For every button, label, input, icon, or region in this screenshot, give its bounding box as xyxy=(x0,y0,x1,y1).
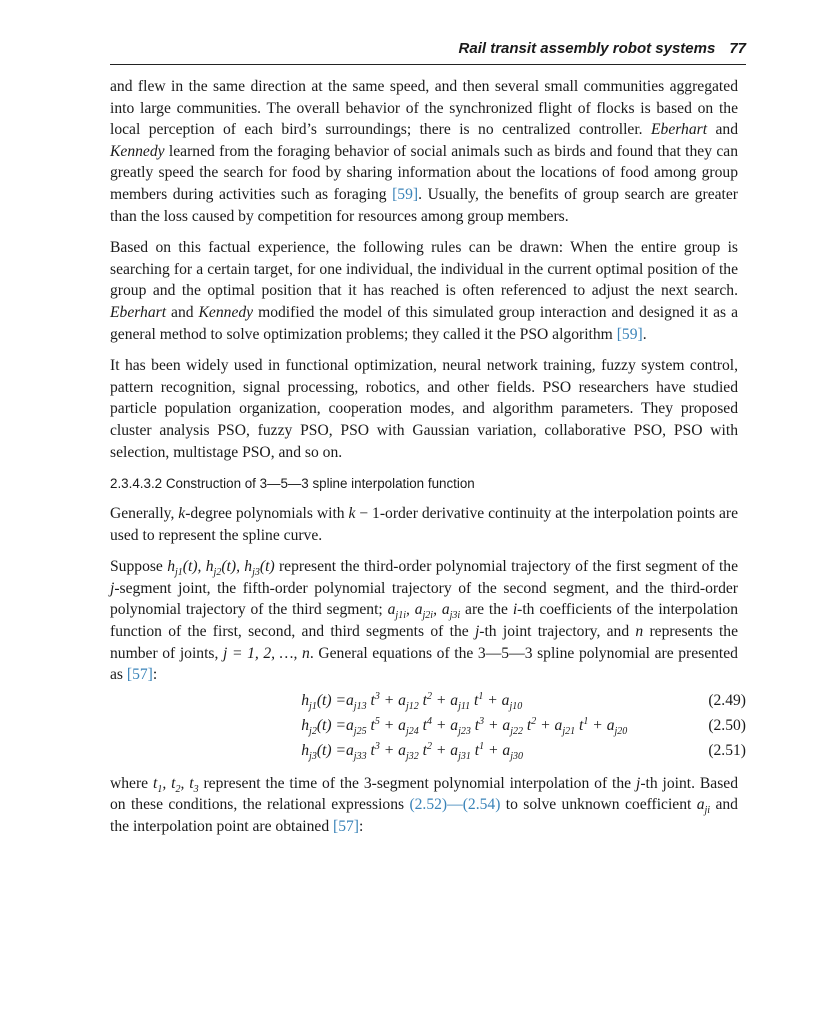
author-name: Kennedy xyxy=(198,303,254,321)
math-symbol: k xyxy=(348,505,356,523)
citation-link[interactable]: [59] xyxy=(616,325,643,343)
page-body xyxy=(110,76,746,838)
paragraph-5 xyxy=(110,556,738,686)
equation-lhs: $h_{j2}(t)$ = xyxy=(301,716,346,737)
paragraph-4 xyxy=(110,503,738,546)
text-run: -degree polynomials with xyxy=(185,505,349,523)
text-run: : xyxy=(152,666,158,684)
equation-number: (2.51) xyxy=(708,741,746,759)
time-symbols: $t_1$, $t_2$, $t_3$ xyxy=(152,774,199,795)
text-run: learned from the foraging behavior of social animals such as birds and found that they can greatly speed the search for food by sharing information about the locations of food among group members during activities such as foraging xyxy=(110,142,738,203)
citation-link[interactable]: [59] xyxy=(392,185,419,203)
text-run: -th coefficients of the interpolation function of the first, second, and third segments of the xyxy=(110,601,739,641)
math-symbol: i xyxy=(512,601,518,619)
equation-lhs: $h_{j1}(t)$ = xyxy=(301,691,346,712)
text-run: . xyxy=(642,325,647,343)
paragraph-6 xyxy=(110,773,738,838)
text-run: : xyxy=(359,818,364,836)
text-run: . General equations of the 3—5—3 spline polynomial are presented as xyxy=(110,644,738,684)
author-name: Eberhart xyxy=(110,303,167,321)
text-run: Based on this factual experience, the following rules can be drawn: When the entire group is searching for a certain target, for one individual, the individual in the current optimal position of the group and the optimal position that it has reached is often referenced to adjust the next search. xyxy=(110,239,738,300)
math-symbol: n xyxy=(635,623,644,641)
text-run: and flew in the same direction at the same speed, and then several small communities aggregated into large communities. The overall behavior of the synchronized flight of flocks is based on the local perception of each bird’s surroundings; there is no centralized controller. xyxy=(110,78,738,139)
page-number: 77 xyxy=(729,40,746,57)
math-symbol: j xyxy=(110,579,115,597)
equation-rhs: $a_{j25}$ $t^5 + a_{j24}$ $t^4 + a_{j23}$ $t^3 + a_{j22}$ $t^2 + a_{j21}$ $t^1 + a_{j20}$ xyxy=(346,715,628,737)
text-run: . Usually, the benefits of group search are greater than the loss caused by competition for resources among group members. xyxy=(110,185,738,225)
equation-number: (2.49) xyxy=(708,691,746,709)
text-run: and xyxy=(707,121,738,139)
text-run: are the xyxy=(460,601,513,619)
text-run: represents the number of joints, xyxy=(110,623,738,662)
text-run: modified the model of this simulated group interaction and designed it as a general method to solve optimization problems; they called it the PSO algorithm xyxy=(110,303,738,343)
text-run: and xyxy=(166,303,199,321)
equation-lhs: $h_{j3}(t)$ = xyxy=(301,741,346,762)
equation-block xyxy=(110,690,746,767)
citation-link[interactable]: [57] xyxy=(333,818,359,836)
math-symbol: k xyxy=(178,505,186,523)
subsection-heading: 2.3.4.3.2 Construction of 3—5—3 spline interpolation function xyxy=(110,476,475,492)
citation-link[interactable]: [57] xyxy=(126,666,153,684)
text-run: where xyxy=(110,774,153,792)
text-run: to solve unknown coefficient xyxy=(500,796,697,814)
paragraph-3: It has been widely used in functional optimization, neural network training, fuzzy system control, pattern recognition, signal processing, robotics, and other fields. PSO researchers have studied particle population organization, cooperation modes, and algorithm parameters. They proposed cluster analysis PSO, fuzzy PSO, PSO with Gaussian variation, collaborative PSO, PSO with selection, multistage PSO, and so on. xyxy=(110,357,738,461)
coefficient-symbol: $a_{ji}$ xyxy=(696,796,711,817)
equation-rhs: $a_{j13}$ $t^3 + a_{j12}$ $t^2 + a_{j11}$ $t^1 + a_{j10}$ xyxy=(346,690,523,712)
text-run: and the interpolation point are obtained xyxy=(110,796,738,836)
equation-reference-link[interactable]: (2.52)—(2.54) xyxy=(409,796,501,814)
equation-row xyxy=(110,690,746,717)
author-name: Eberhart xyxy=(651,121,708,139)
math-symbol: j xyxy=(474,623,480,641)
paragraph-2 xyxy=(110,237,738,345)
joint-range: j = 1, 2, …, n xyxy=(223,644,310,662)
text-run: Suppose xyxy=(110,558,168,576)
equation-row xyxy=(110,715,746,742)
author-name: Kennedy xyxy=(110,142,165,160)
running-header xyxy=(110,40,746,64)
text-run: Generally, xyxy=(110,505,179,523)
equation-row xyxy=(110,740,746,767)
text-run: -segment joint, the fifth-order polynomial trajectory of the second segment, and the third-order polynomial trajectory of the third segment; xyxy=(110,579,738,619)
text-run: represent the third-order polynomial trajectory of the first segment of the xyxy=(274,558,739,576)
coefficient-symbols: $a_{j1i}$, $a_{j2i}$, $a_{j3i}$ xyxy=(387,601,461,622)
paragraph-1 xyxy=(110,76,738,227)
text-run: represent the time of the 3-segment polynomial interpolation of the xyxy=(198,774,636,792)
equation-number: (2.50) xyxy=(708,716,746,734)
header-rule xyxy=(110,64,746,65)
text-run: -th joint. Based on these conditions, the relational expressions xyxy=(110,774,739,814)
header-text xyxy=(459,40,746,57)
running-title: Rail transit assembly robot systems xyxy=(458,40,716,57)
equation-rhs: $a_{j33}$ $t^3 + a_{j32}$ $t^2 + a_{j31}$ $t^1 + a_{j30}$ xyxy=(346,740,523,762)
trajectory-symbols: $h_{j1}(t)$, $h_{j2}(t)$, $h_{j3}(t)$ xyxy=(167,558,275,579)
text-run: -th joint trajectory, and xyxy=(479,623,636,641)
text-run: − 1-order derivative continuity at the interpolation points are used to represent the spline curve. xyxy=(110,505,739,544)
math-symbol: j xyxy=(635,774,641,792)
